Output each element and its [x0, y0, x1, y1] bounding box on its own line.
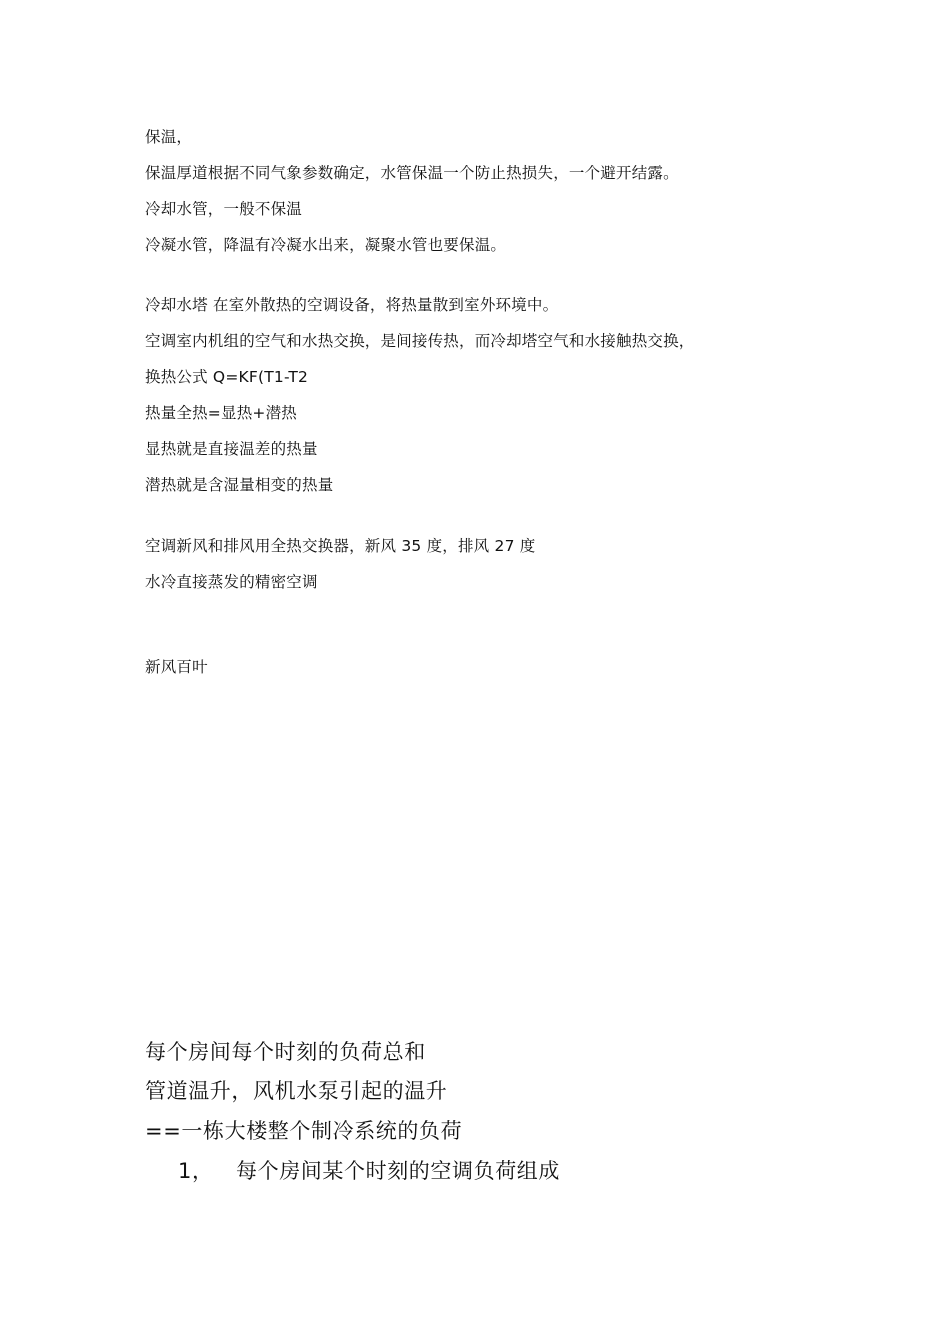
list-item-number: 1，: [178, 1159, 214, 1183]
text-line-building-load: ==一栋大楼整个制冷系统的负荷: [145, 1119, 463, 1143]
text-line-room-load-sum: 每个房间每个时刻的负荷总和: [145, 1040, 426, 1064]
text-line-total-heat: 热量全热=显热+潜热: [145, 404, 297, 422]
text-line-cooling-water-pipe: 冷却水管，一般不保温: [145, 200, 303, 218]
text-line-sensible-heat: 显热就是直接温差的热量: [145, 440, 318, 458]
list-item-1: [178, 1157, 560, 1185]
text-line-fresh-air-louver: 新风百叶: [145, 658, 208, 676]
text-line-insulation-thickness: 保温厚道根据不同气象参数确定，水管保温一个防止热损失，一个避开结露。: [145, 164, 679, 182]
text-line-cooling-tower: 冷却水塔 在室外散热的空调设备，将热量散到室外环境中。: [145, 296, 559, 314]
list-item-text: 每个房间某个时刻的空调负荷组成: [236, 1159, 560, 1183]
text-line-insulation: 保温，: [145, 128, 193, 146]
text-line-latent-heat: 潜热就是含湿量相变的热量: [145, 476, 334, 494]
text-line-heat-exchanger: 空调新风和排风用全热交换器，新风 35 度，排风 27 度: [145, 537, 536, 555]
text-line-precision-ac: 水冷直接蒸发的精密空调: [145, 573, 318, 591]
text-line-condensate-pipe: 冷凝水管，降温有冷凝水出来，凝聚水管也要保温。: [145, 236, 507, 254]
text-line-heat-formula: 换热公式 Q=KF(T1-T2: [145, 368, 309, 386]
text-line-temperature-rise: 管道温升，风机水泵引起的温升: [145, 1079, 448, 1103]
text-line-heat-exchange: 空调室内机组的空气和水热交换，是间接传热，而冷却塔空气和水接触热交换，: [145, 332, 695, 350]
